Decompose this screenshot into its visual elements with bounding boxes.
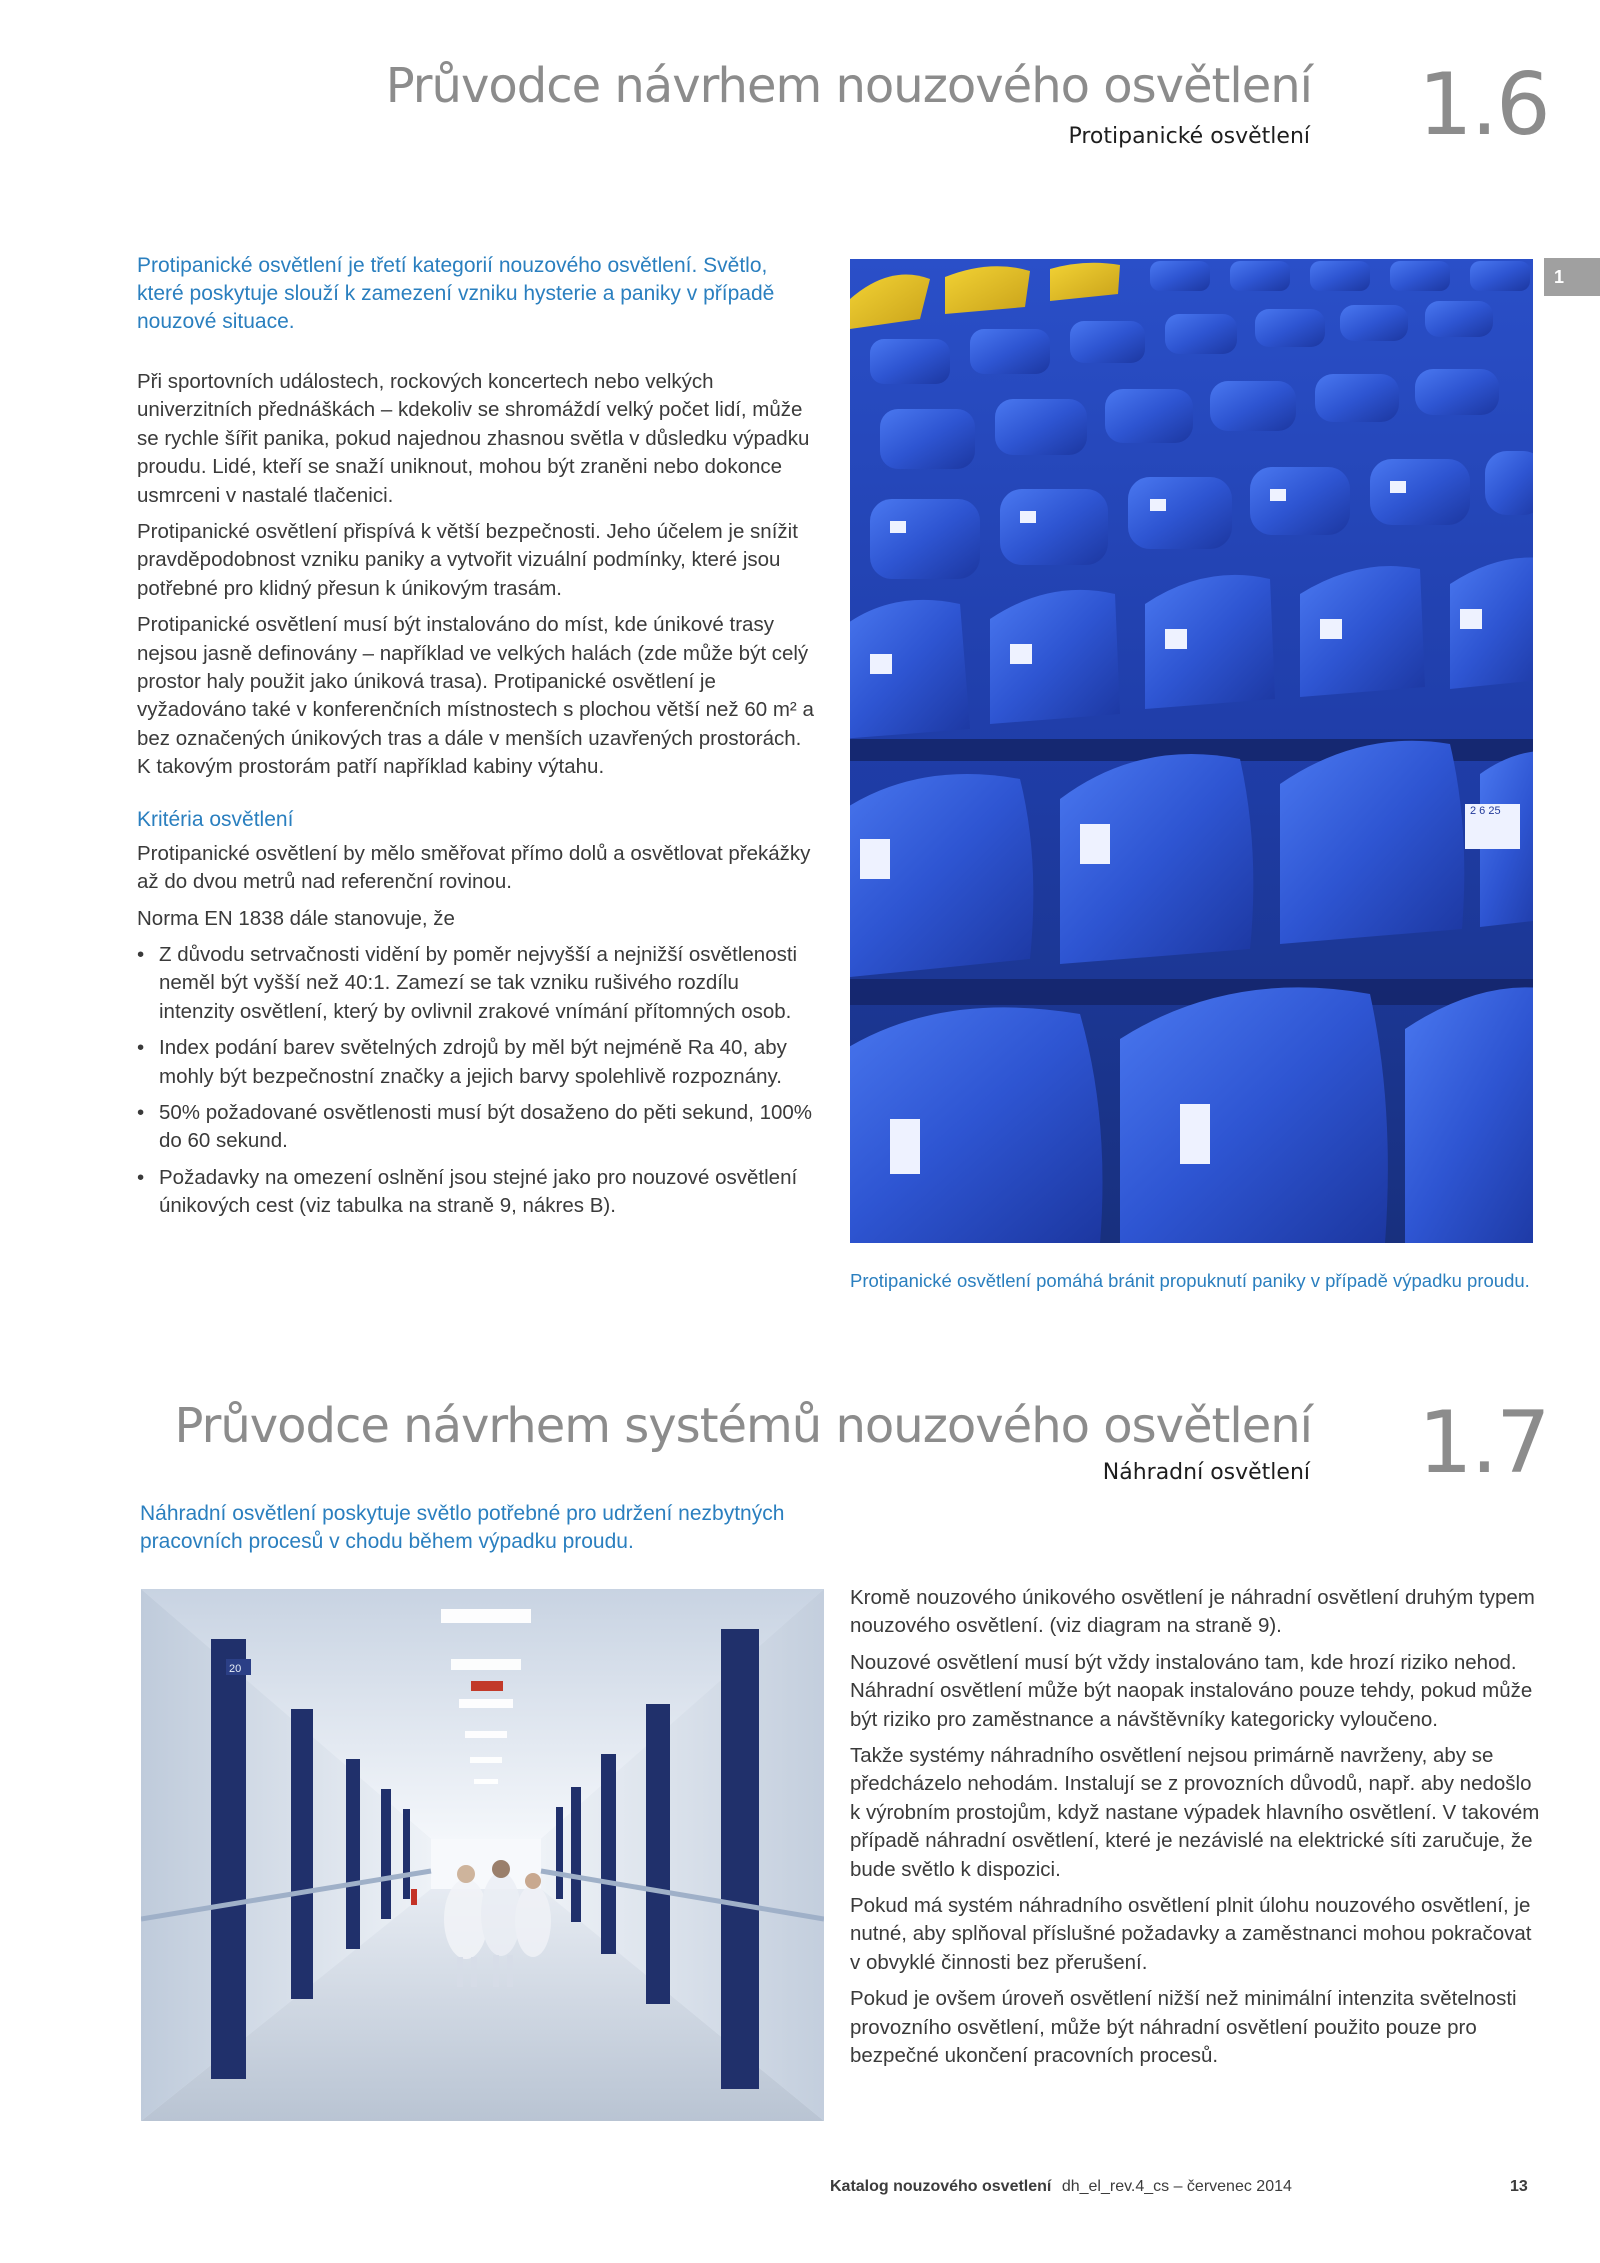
section-17-paragraph: Takže systémy náhradního osvětlení nejsou primárně navrženy, aby se předcházelo nehodám. Instalují se z provozních důvodů, např. aby nedošlo k výrobním prostojům, když nastane výpadek hlavního osvětlení. V takovém případě náhradní osvětlení, které je nezávislé na elektrické síti zaručuje, že bude světlo k dispozici. [850,1744,1540,1881]
stadium-seats-photo [850,259,1533,1243]
page-footer [830,2178,1292,2196]
section-17-paragraph: Kromě nouzového únikového osvětlení je náhradní osvětlení druhým typem nouzového osvětlení. (viz diagram na straně 9). [850,1586,1535,1638]
hospital-corridor-photo [141,1589,824,2121]
section-17-number: 1.7 [1418,1393,1549,1493]
footer-doc-ref: dh_el_rev.4_cs – červenec 2014 [1061,2178,1292,2195]
section-17-subtitle: Náhradní osvětlení [1102,1460,1310,1485]
seats-photo-caption: Protipanické osvětlení pomáhá bránit propuknutí paniky v případě výpadku proudu. [850,1270,1530,1291]
criteria-body [137,840,819,933]
criteria-paragraph: Norma EN 1838 dále stanovuje, že [137,906,455,930]
page-number: 13 [1510,2178,1528,2195]
door-number: 20 [229,1663,242,1675]
section-17-paragraph: Pokud je ovšem úroveň osvětlení nižší než minimální intenzita světelnosti provozního osvětlení, může být náhradní osvětlení použito pouze pro bezpečné ukončení pracovních procesů. [850,1987,1517,2068]
criteria-bullet: • Požadavky na omezení oslnění jsou stejné jako pro nouzové osvětlení únikových cest (viz tabulka na straně 9, nákres B). [137,1164,819,1221]
section-17-title: Průvodce návrhem systémů nouzového osvětlení [174,1398,1312,1454]
section-17-paragraph: Nouzové osvětlení musí být vždy instalováno tam, kde hrozí riziko nehod. Náhradní osvětlení může být naopak instalováno pouze tehdy, pokud může být riziko pro zaměstnance a návštěvníky kategoricky vyloučeno. [850,1650,1533,1731]
fire-extinguisher-icon [411,1889,417,1905]
section-16-title: Průvodce návrhem nouzového osvětlení [385,58,1312,114]
seat-number-label: 2 6 25 [1470,805,1501,817]
section-16-subtitle: Protipanické osvětlení [1068,124,1310,149]
criteria-heading: Kritéria osvětlení [137,807,294,831]
section-17-paragraph: Pokud má systém náhradního osvětlení plnit úlohu nouzového osvětlení, je nutné, aby splňoval příslušné požadavky a zaměstnanci mohou pokračovat v obvyklé činnosti bez přerušení. [850,1894,1532,1974]
exit-sign-icon [471,1681,503,1691]
section-16-paragraph: Protipanické osvětlení musí být instalováno do míst, kde únikové trasy nejsou jasně definovány – například ve velkých halách (zde může být celý prostor haly použit jako úniková trasa). Protipanické osvětlení je vyžadováno také v konferenčních místnostech s plochou větší než 60 m² a bez označených únikových tras a dále v menších uzavřených prostorách. K takovým prostorám patří například kabiny výtahu. [137,613,814,779]
criteria-bullet: • Z důvodu setrvačnosti vidění by poměr nejvyšší a nejnižší osvětlenosti neměl být vyšší než 40:1. Zamezí se tak vzniku rušivého rozdílu intenzity osvětlení, který by ovlivnil zrakové vnímání přítomných osob. [137,941,819,1026]
criteria-bullet: • 50% požadované osvětlenosti musí být dosaženo do pěti sekund, 100% do 60 sekund. [137,1099,819,1156]
section-16-paragraph: Protipanické osvětlení přispívá k větší bezpečnosti. Jeho účelem je snížit pravděpodobnost vzniku paniky a vytvořit vizuální podmínky, které jsou potřebné pro klidný přesun k únikovým trasám. [137,520,798,600]
footer-catalog-name: Katalog nouzového osvetlení [830,2178,1052,2195]
section-16-paragraph: Při sportovních událostech, rockových koncertech nebo velkých univerzitních přednáškách – kdekoliv se shromáždí velký počet lidí, může se rychle šířit panika, pokud najednou zhasnou světla v důsledku výpadku proudu. Lidé, kteří se snaží uniknout, mohou být zraněni nebo dokonce usmrceni v nastalé tlačenici. [137,370,810,507]
section-17-lead: Náhradní osvětlení poskytuje světlo potřebné pro udržení nezbytných pracovních procesů v chodu během výpadku proudu. [140,1502,785,1553]
chapter-tab-marker[interactable]: 1 [1544,258,1600,296]
section-16-text-column [137,252,819,1229]
criteria-bullet: • Index podání barev světelných zdrojů by měl být nejméně Ra 40, aby mohly být bezpečnostní značky a jejich barvy spolehlivě rozpoznány. [137,1034,819,1091]
section-16-body [137,368,819,782]
section-16-lead: Protipanické osvětlení je třetí kategorií nouzového osvětlení. Světlo, které poskytuje slouží k zamezení vzniku hysterie a paniky v případě nouzové situace. [137,254,775,333]
section-17-text-column [850,1584,1540,2079]
section-16-number: 1.6 [1418,55,1549,155]
criteria-bullet-list [137,941,819,1221]
criteria-paragraph: Protipanické osvětlení by mělo směřovat přímo dolů a osvětlovat překážky až do dvou metrů nad referenční rovinou. [137,841,811,894]
